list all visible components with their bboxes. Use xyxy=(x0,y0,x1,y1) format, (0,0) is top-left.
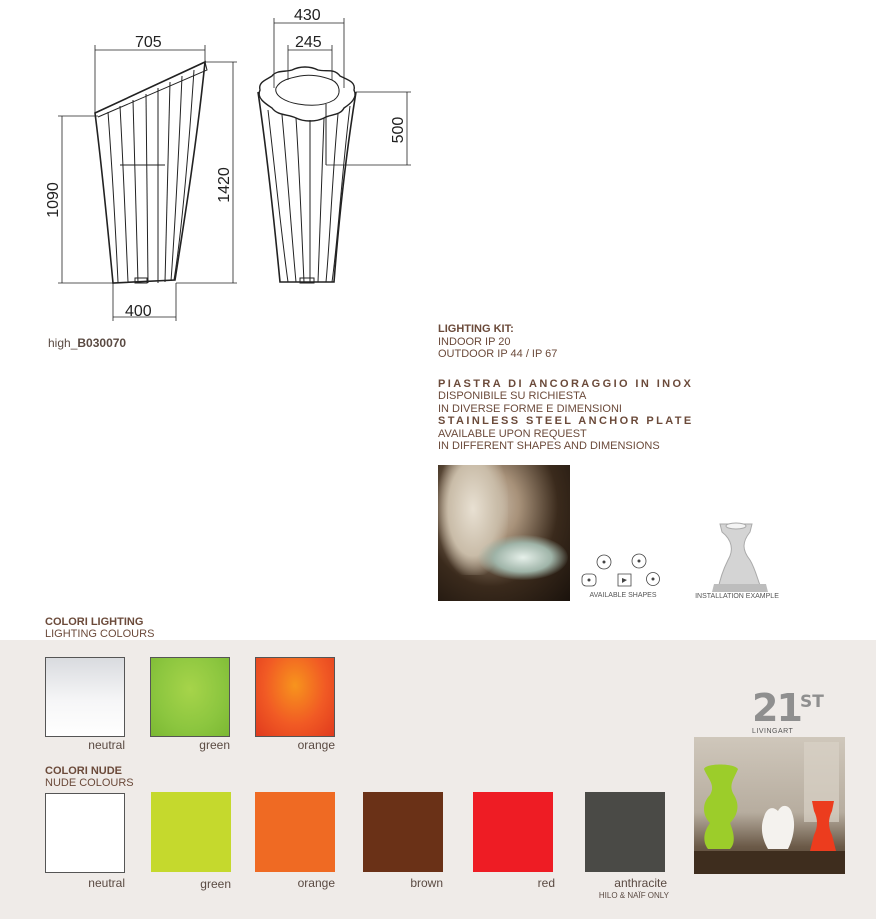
swatch-nude-brown xyxy=(363,792,443,872)
swatch-nude-neutral-label: neutral xyxy=(88,876,125,890)
brand-logo xyxy=(752,686,840,738)
swatch-nude-anthracite xyxy=(585,792,665,872)
brand-logo-suffix: ST xyxy=(800,692,824,712)
swatch-nude-anthracite-label: anthracite xyxy=(614,876,667,890)
swatch-lighting-orange-label: orange xyxy=(297,738,335,752)
dim-inner-width: 245 xyxy=(295,34,322,51)
nude-colours-title-it: COLORI NUDE xyxy=(45,765,122,777)
lighting-kit-line1: INDOOR IP 20 xyxy=(438,335,511,348)
brand-logo-sub: LIVINGART xyxy=(752,728,794,735)
dim-light-depth: 500 xyxy=(390,116,407,144)
swatch-lighting-neutral-label: neutral xyxy=(88,738,125,752)
swatch-lighting-neutral xyxy=(45,657,125,737)
installation-example-image xyxy=(712,520,772,592)
swatch-lighting-green xyxy=(150,657,230,737)
product-code xyxy=(48,336,126,350)
swatch-nude-green-label: green xyxy=(200,877,231,891)
swatch-lighting-green-label: green xyxy=(199,738,230,752)
product-code-prefix: high_ xyxy=(48,336,78,350)
nude-colours-title xyxy=(45,765,134,789)
swatch-nude-green xyxy=(151,792,231,872)
lighting-kit-title: LIGHTING KIT: xyxy=(438,323,514,335)
swatch-nude-orange xyxy=(255,792,335,872)
dim-total-height: 1420 xyxy=(216,167,233,203)
dim-base-width: 400 xyxy=(125,303,152,320)
anchor-plate-it-line2: IN DIVERSE FORME E DIMENSIONI xyxy=(438,402,622,415)
anchor-plate-it-line1: DISPONIBILE SU RICHIESTA xyxy=(438,390,587,402)
anchor-plate-en-line2: IN DIFFERENT SHAPES AND DIMENSIONS xyxy=(438,440,660,452)
lighting-colours-title xyxy=(45,616,154,640)
swatch-nude-red xyxy=(473,792,553,872)
room-photo xyxy=(694,737,845,874)
anchor-plate-title-en: STAINLESS STEEL ANCHOR PLATE xyxy=(438,415,694,427)
vase-front-view xyxy=(258,67,356,283)
anchor-plate-title-it: PIASTRA DI ANCORAGGIO IN INOX xyxy=(438,377,694,390)
brand-logo-mark: 21 xyxy=(752,686,801,730)
specs-block xyxy=(438,323,694,453)
swatch-lighting-orange xyxy=(255,657,335,737)
available-shapes-icons xyxy=(578,552,668,592)
swatch-nude-orange-label: orange xyxy=(297,876,335,890)
available-shapes-caption: AVAILABLE SHAPES xyxy=(589,592,657,599)
lighting-kit-line2: OUTDOOR IP 44 / IP 67 xyxy=(438,348,558,360)
dim-top-width: 705 xyxy=(135,34,162,51)
installation-example-caption: INSTALLATION EXAMPLE xyxy=(695,593,779,600)
lighting-colours-title-en: LIGHTING COLOURS xyxy=(45,628,155,640)
anchor-plate-en-line1: AVAILABLE UPON REQUEST xyxy=(438,427,587,440)
anthracite-note: HILO & NAÏF ONLY xyxy=(598,891,669,900)
vase-side-view xyxy=(95,62,207,283)
lighting-colours-title-it: COLORI LIGHTING xyxy=(45,616,144,628)
dim-outer-width: 430 xyxy=(294,7,321,24)
swatch-nude-red-label: red xyxy=(537,876,555,890)
lit-vase-photo xyxy=(438,465,570,601)
dim-height: 1090 xyxy=(45,182,62,218)
product-code-number: B030070 xyxy=(77,336,127,350)
nude-colours-title-en: NUDE COLOURS xyxy=(45,777,134,789)
swatch-nude-neutral xyxy=(45,793,125,873)
technical-drawing xyxy=(0,0,440,330)
swatch-nude-brown-label: brown xyxy=(410,876,443,890)
